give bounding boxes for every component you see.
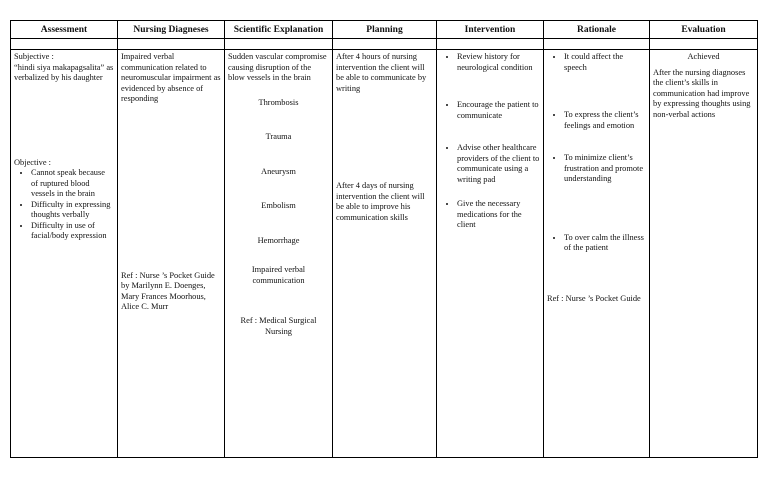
spacer-row bbox=[11, 39, 758, 50]
rationale-item: • To minimize client’s frustration and promote understanding bbox=[564, 153, 646, 185]
objective-item: • Cannot speak because of ruptured blood vessels in the brain bbox=[31, 168, 114, 200]
planning-long-term: After 4 days of nursing intervention the client will be able to improve his communication skills bbox=[336, 181, 425, 222]
assessment-cell bbox=[11, 50, 118, 458]
objective-label: Objective : bbox=[14, 157, 51, 167]
term-thrombosis: Thrombosis bbox=[258, 97, 299, 107]
header-scientific-explanation: Scientific Explanation bbox=[225, 21, 333, 39]
term-impaired-verbal-communication: Impaired verbal communication bbox=[251, 265, 306, 285]
scientific-reference: Ref : Medical Surgical Nursing bbox=[240, 316, 317, 336]
header-assessment: Assessment bbox=[11, 21, 118, 39]
objective-item: • Difficulty in use of facial/body expression bbox=[31, 221, 114, 242]
planning-cell bbox=[333, 50, 437, 458]
evaluation-status: Achieved bbox=[687, 52, 720, 61]
subjective-label: Subjective : bbox=[14, 52, 54, 61]
scientific-cell bbox=[225, 50, 333, 458]
care-plan-page bbox=[10, 20, 757, 458]
intervention-item: • Give the necessary medications for the client bbox=[457, 199, 540, 231]
intervention-list bbox=[440, 52, 540, 231]
header-rationale: Rationale bbox=[544, 21, 650, 39]
objective-list bbox=[14, 168, 114, 242]
nursing-care-plan-table bbox=[10, 20, 758, 458]
term-hemorrhage: Hemorrhage bbox=[257, 235, 300, 245]
term-aneurysm: Aneurysm bbox=[261, 166, 296, 176]
intervention-item: • Review history for neurological condition bbox=[457, 52, 540, 73]
objective-item: • Difficulty in expressing thoughts verbally bbox=[31, 200, 114, 221]
subjective-text: “hindi siya makapagsalita” as verbalized by his daughter bbox=[14, 62, 114, 82]
intervention-item: • Advise other healthcare providers of the client to communicate using a writing pad bbox=[457, 143, 540, 185]
header-nursing-diagnoses: Nursing Diagneses bbox=[118, 21, 225, 39]
header-planning: Planning bbox=[333, 21, 437, 39]
term-trauma: Trauma bbox=[265, 132, 292, 141]
evaluation-text: After the nursing diagnoses the client’s skills in communication had improve by expressing thoughts using non-verbal actions bbox=[653, 67, 751, 119]
diagnosis-text: Impaired verbal communication related to neuromuscular impairment as evidenced by absence of responding bbox=[121, 52, 221, 103]
header-intervention: Intervention bbox=[437, 21, 544, 39]
diagnosis-cell bbox=[118, 50, 225, 458]
scientific-intro: Sudden vascular compromise causing disruption of the blow vessels in the brain bbox=[228, 52, 327, 82]
rationale-cell bbox=[544, 50, 650, 458]
planning-short-term: After 4 hours of nursing intervention the client will be able to communicate by writing bbox=[336, 52, 427, 93]
intervention-item: • Encourage the patient to communicate bbox=[457, 100, 540, 121]
rationale-item: • To express the client’s feelings and emotion bbox=[564, 110, 646, 131]
rationale-list bbox=[547, 52, 646, 254]
evaluation-cell bbox=[650, 50, 758, 458]
diagnosis-reference: Ref : Nurse ’s Pocket Guide by Marilynn E. Doenges, Mary Frances Moorhous, Alice C. Murr bbox=[121, 270, 215, 311]
term-embolism: Embolism bbox=[261, 201, 296, 210]
intervention-cell bbox=[437, 50, 544, 458]
header-evaluation: Evaluation bbox=[650, 21, 758, 39]
rationale-item: • It could affect the speech bbox=[564, 52, 646, 73]
header-row bbox=[11, 21, 758, 39]
rationale-reference: Ref : Nurse ’s Pocket Guide bbox=[547, 293, 641, 303]
rationale-item: • To over calm the illness of the patient bbox=[564, 233, 646, 254]
content-row bbox=[11, 50, 758, 458]
